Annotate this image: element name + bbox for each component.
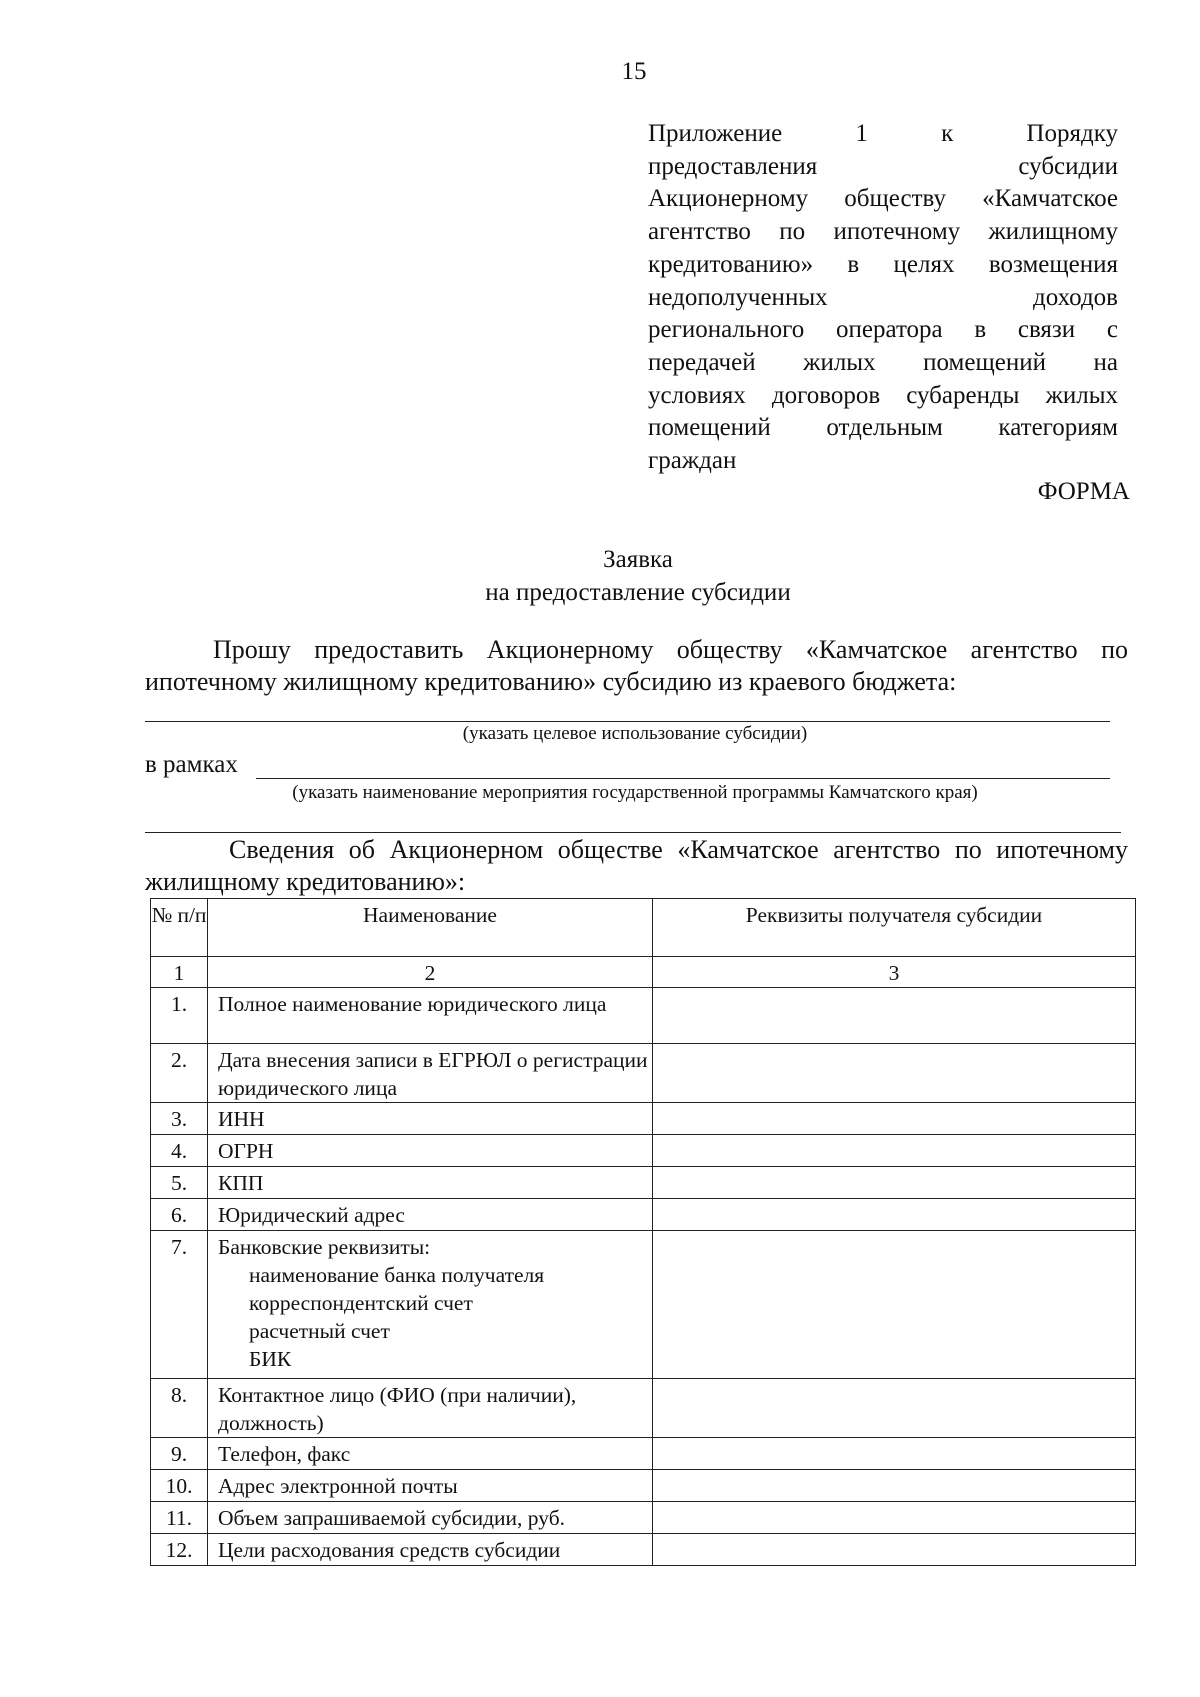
blank-fill-line[interactable]	[145, 832, 1121, 833]
document-subtitle: на предоставление субсидии	[485, 579, 791, 606]
row-value-cell[interactable]	[653, 988, 1136, 1044]
row-num: 5.	[151, 1167, 208, 1199]
row-value-cell[interactable]	[653, 1199, 1136, 1231]
appendix-line: граждан	[648, 447, 737, 475]
row-name: Адрес электронной почты	[208, 1470, 653, 1502]
row-value-cell[interactable]	[653, 1044, 1136, 1103]
appendix-line: передачей жилых помещений на	[648, 348, 1118, 376]
table-row	[151, 1135, 1136, 1167]
form-label: ФОРМА	[1037, 478, 1130, 505]
row-num: 3.	[151, 1103, 208, 1135]
table-row	[151, 1231, 1136, 1379]
row-num: 1.	[151, 988, 208, 1044]
appendix-line: условиях договоров субаренды жилых	[648, 381, 1118, 409]
row-value-cell[interactable]	[653, 1379, 1136, 1438]
row-name: Цели расходования средств субсидии	[208, 1534, 653, 1566]
table-row	[151, 988, 1136, 1044]
row-name: Банковские реквизиты:	[218, 1235, 431, 1259]
purpose-hint: (указать целевое использование субсидии)	[462, 723, 808, 744]
bank-subitem: БИК	[249, 1347, 292, 1371]
table-row	[151, 1044, 1136, 1103]
col-number: 1	[151, 957, 208, 988]
column-number-row	[151, 957, 1136, 988]
table-row	[151, 1103, 1136, 1135]
appendix-line: агентство по ипотечному жилищному	[648, 218, 1118, 246]
table-row	[151, 1167, 1136, 1199]
header-num: № п/п	[151, 899, 208, 957]
info-paragraph: Сведения об Акционерном обществе «Камчатское агентство по ипотечному жилищному кредитованию»:	[145, 835, 1128, 896]
request-paragraph: Прошу предоставить Акционерному обществу «Камчатское агентство по ипотечному жилищному кредитованию» субсидию из краевого бюджета:	[145, 635, 1128, 696]
row-num: 11.	[151, 1502, 208, 1534]
table-row	[151, 1379, 1136, 1438]
program-fill-line[interactable]	[256, 778, 1110, 779]
program-hint: (указать наименование мероприятия государственной программы Камчатского края)	[292, 782, 978, 803]
row-num: 4.	[151, 1135, 208, 1167]
row-name: Дата внесения записи в ЕГРЮЛ о регистрации юридического лица	[208, 1044, 653, 1103]
appendix-line: Акционерному обществу «Камчатское	[648, 185, 1118, 213]
appendix-line: помещений отдельным категориям	[648, 414, 1118, 442]
appendix-line: регионального оператора в связи с	[648, 316, 1118, 344]
purpose-fill-line[interactable]	[145, 721, 1110, 722]
row-name: Полное наименование юридического лица	[208, 988, 653, 1044]
row-num: 10.	[151, 1470, 208, 1502]
row-value-cell[interactable]	[653, 1167, 1136, 1199]
table-row	[151, 1502, 1136, 1534]
row-value-cell[interactable]	[653, 1470, 1136, 1502]
row-num: 9.	[151, 1438, 208, 1470]
appendix-note	[648, 118, 1118, 478]
row-name: Юридический адрес	[208, 1199, 653, 1231]
row-value-cell[interactable]	[653, 1502, 1136, 1534]
row-value-cell[interactable]	[653, 1231, 1136, 1379]
table-row	[151, 1199, 1136, 1231]
row-name: КПП	[208, 1167, 653, 1199]
header-name: Наименование	[208, 899, 653, 957]
document-title: Заявка	[603, 546, 673, 573]
row-value-cell[interactable]	[653, 1135, 1136, 1167]
table-row	[151, 1470, 1136, 1502]
appendix-line: кредитованию» в целях возмещения	[648, 250, 1118, 278]
table-row	[151, 1438, 1136, 1470]
bank-subitem: расчетный счет	[249, 1319, 390, 1343]
row-num: 2.	[151, 1044, 208, 1103]
row-num: 12.	[151, 1534, 208, 1566]
row-value-cell[interactable]	[653, 1534, 1136, 1566]
appendix-line: предоставления субсидии	[648, 152, 1118, 180]
row-value-cell[interactable]	[653, 1438, 1136, 1470]
table-row	[151, 1534, 1136, 1566]
row-num: 8.	[151, 1379, 208, 1438]
header-value: Реквизиты получателя субсидии	[653, 899, 1136, 957]
row-name: Контактное лицо (ФИО (при наличии), должность)	[208, 1379, 653, 1438]
row-name: ОГРН	[208, 1135, 653, 1167]
requisites-table	[150, 898, 1136, 1566]
row-name: ИНН	[208, 1103, 653, 1135]
appendix-line: недополученных доходов	[648, 283, 1118, 311]
row-name: Объем запрашиваемой субсидии, руб.	[208, 1502, 653, 1534]
col-number: 2	[208, 957, 653, 988]
row-num: 6.	[151, 1199, 208, 1231]
page-number: 15	[621, 58, 647, 85]
table-header-row	[151, 899, 1136, 957]
row-name-bank	[208, 1231, 653, 1379]
row-name: Телефон, факс	[208, 1438, 653, 1470]
appendix-line: Приложение 1 к Порядку	[648, 120, 1118, 147]
bank-subitem: корреспондентский счет	[249, 1291, 473, 1315]
bank-subitem: наименование банка получателя	[249, 1263, 545, 1287]
within-label: в рамках	[145, 751, 238, 778]
col-number: 3	[653, 957, 1136, 988]
row-value-cell[interactable]	[653, 1103, 1136, 1135]
row-num: 7.	[151, 1231, 208, 1379]
